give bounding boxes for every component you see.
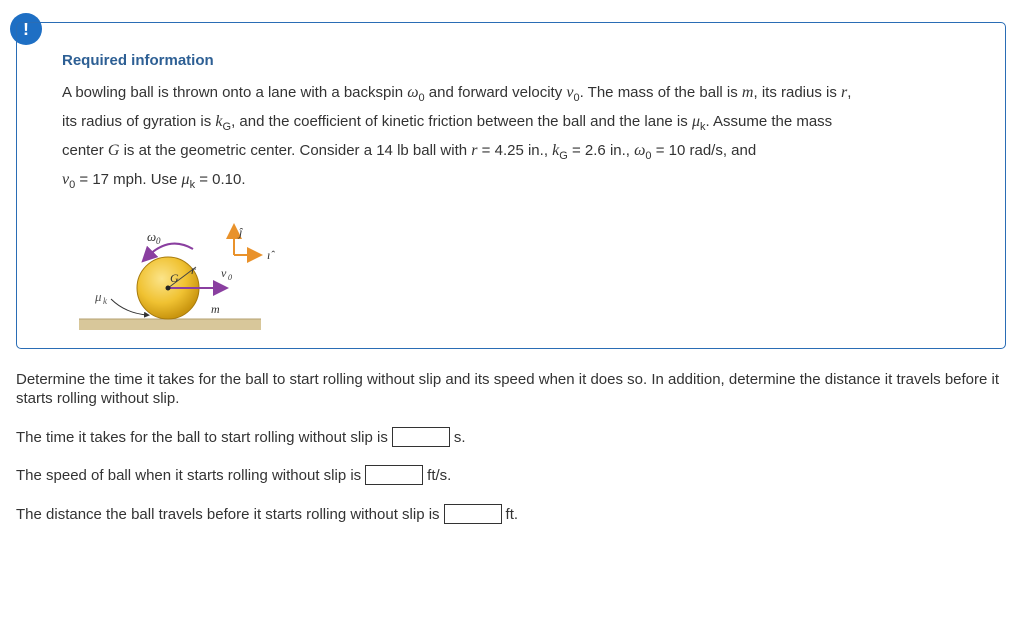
alert-icon: ! bbox=[10, 13, 42, 45]
svg-text:ı̂: ı̂ bbox=[267, 248, 271, 262]
svg-text:μ: μ bbox=[95, 289, 102, 304]
question-prompt: Determine the time it takes for the ball to start rolling without slip and its speed when it does so. In addition, determine the distance it travels before it starts rolling without slip. bbox=[16, 371, 1000, 407]
problem-statement: A bowling ball is thrown onto a lane with a backspin $\omega_0$ and forward velocity $v_0$. The mass of the ball is m, its radius is r, its radius of gyration is $k_G$, and the coefficient of kinetic friction between the ball and the lane is $\mu_k$. Assume the mass center G is at the geometric center. Consider a 14 lb ball with r = 4.25 in., $k_G = 2.6$ in., $\omega_0 = 10$ rad/s, and $v_0 = 17$ mph. Use $\mu_k = 0.10$. bbox=[62, 84, 852, 191]
q3-answer-input[interactable] bbox=[444, 504, 502, 524]
svg-text:ω: ω bbox=[147, 229, 157, 244]
bowling-ball-diagram bbox=[77, 203, 287, 333]
q3-unit: ft. bbox=[505, 505, 519, 523]
svg-text:0: 0 bbox=[228, 273, 232, 282]
info-title: Required information bbox=[62, 52, 214, 69]
q1-label: The time it takes for the ball to start rolling without slip is bbox=[16, 428, 388, 446]
svg-text:0: 0 bbox=[156, 236, 161, 246]
svg-text:m: m bbox=[211, 302, 220, 316]
svg-text:G: G bbox=[170, 271, 179, 285]
q1-unit: s. bbox=[453, 428, 466, 446]
q2-row bbox=[16, 465, 451, 485]
bowling-ball-figure bbox=[77, 203, 287, 333]
svg-text:r: r bbox=[191, 263, 196, 277]
q2-unit: ft/s. bbox=[427, 466, 452, 484]
q2-answer-input[interactable] bbox=[365, 465, 423, 485]
svg-text:k: k bbox=[103, 296, 107, 306]
q1-answer-input[interactable] bbox=[392, 427, 450, 447]
q3-row bbox=[16, 504, 518, 524]
svg-text:ĵ: ĵ bbox=[239, 225, 243, 239]
svg-text:v: v bbox=[221, 266, 227, 280]
required-info-panel bbox=[16, 22, 1006, 349]
lane-surface bbox=[79, 319, 261, 330]
q3-label: The distance the ball travels before it starts rolling without slip is bbox=[16, 505, 440, 523]
q1-row bbox=[16, 427, 466, 447]
q2-label: The speed of ball when it starts rolling without slip is bbox=[16, 466, 362, 484]
